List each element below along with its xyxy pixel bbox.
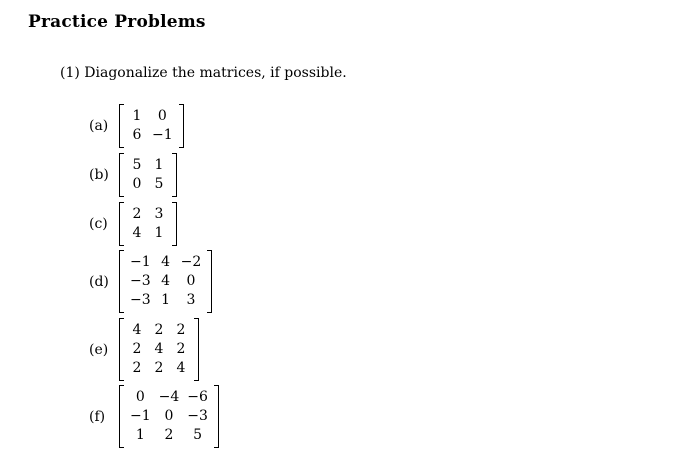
matrix [119, 202, 177, 246]
problem-label: (e) [89, 341, 109, 358]
problem-item [89, 153, 177, 197]
matrix-entry: 2 [176, 322, 186, 338]
matrix-entry: −1 [130, 254, 151, 270]
instruction-text: (1) Diagonalize the matrices, if possible. [60, 65, 347, 81]
matrix-entry: −3 [130, 273, 151, 289]
matrix-entry: 3 [154, 206, 164, 222]
matrix-entry: 4 [161, 254, 171, 270]
matrix-entry: 4 [132, 225, 142, 241]
matrix-entry: −2 [180, 254, 202, 270]
problem-item [89, 202, 177, 246]
matrix-entry: 4 [161, 273, 171, 289]
matrix [119, 153, 177, 197]
problem-label: (b) [89, 167, 109, 183]
matrix-entry: 5 [154, 176, 164, 192]
matrix-entry: −1 [130, 408, 151, 424]
matrix-entry: −6 [187, 389, 208, 405]
matrix-entry: 2 [132, 206, 142, 222]
problem-item [89, 318, 199, 381]
matrix-entry: −3 [187, 408, 208, 424]
matrix-entry: 1 [154, 225, 164, 241]
matrix-entry: −1 [152, 127, 173, 143]
matrix-entry: −3 [130, 292, 151, 308]
matrix-entry: 6 [132, 127, 142, 143]
matrix-entry: 3 [186, 292, 196, 308]
matrix-entry: 0 [135, 389, 145, 405]
matrix-entry: 2 [132, 360, 142, 376]
matrix-entry: −4 [158, 389, 180, 405]
problem-label: (a) [89, 118, 109, 134]
matrix-entry: 2 [164, 427, 174, 443]
matrix [119, 385, 219, 448]
matrix-entry: 0 [157, 108, 167, 124]
matrix-entry: 0 [186, 273, 196, 289]
matrix-entry: 2 [154, 360, 164, 376]
matrix-entry: 4 [132, 322, 142, 338]
matrix-entry: 1 [161, 292, 171, 308]
matrix-entry: 5 [132, 157, 142, 173]
problem-label: (f) [89, 408, 106, 425]
problem-label: (d) [89, 273, 109, 290]
matrix-entry: 4 [176, 360, 186, 376]
page-title: Practice Problems [28, 12, 206, 32]
matrix-entry: 1 [135, 427, 145, 443]
problem-item [89, 250, 212, 313]
matrix-entry: 0 [164, 408, 174, 424]
matrix-entry: 1 [132, 108, 142, 124]
matrix-entry: 2 [154, 322, 164, 338]
problem-label: (c) [89, 216, 108, 232]
matrix [119, 318, 199, 381]
problem-item [89, 104, 184, 148]
matrix [119, 104, 184, 148]
matrix-entry: 0 [132, 176, 142, 192]
matrix-entry: 2 [176, 341, 186, 357]
matrix-entry: 5 [193, 427, 203, 443]
matrix [119, 250, 212, 313]
matrix-entry: 2 [132, 341, 142, 357]
matrix-entry: 4 [154, 341, 164, 357]
problem-item [89, 385, 219, 448]
matrix-entry: 1 [154, 157, 164, 173]
